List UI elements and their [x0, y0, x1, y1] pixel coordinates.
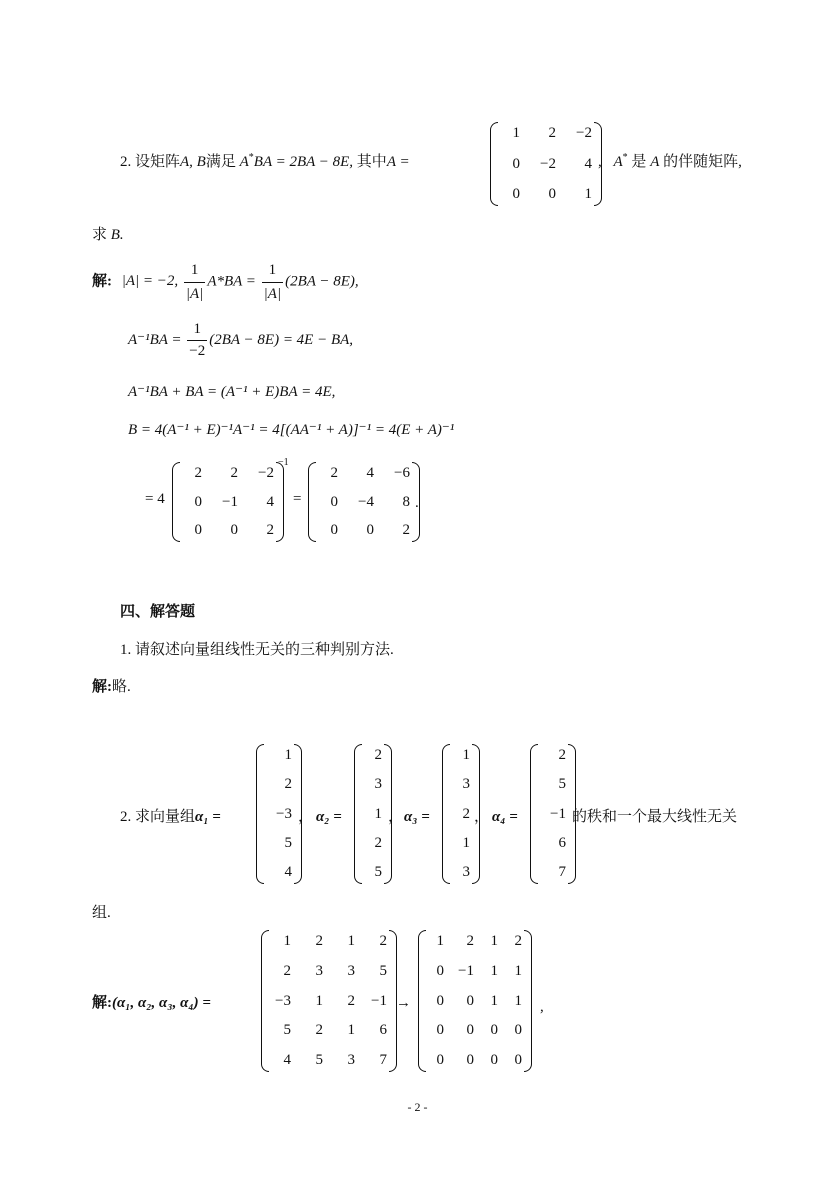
matrix-R-cell: 1: [514, 962, 522, 979]
matrix-R-cell: 0: [466, 992, 474, 1009]
problem-4-2-intro: [120, 810, 221, 825]
matrix-A-cell: 1: [512, 125, 520, 141]
question-1: 1. 请叙述向量组线性无关的三种判别方法.: [120, 642, 394, 658]
matrix-L-cell: 3: [347, 1052, 355, 1068]
matrix-1-cell: 0: [194, 522, 202, 538]
matrix-L-cell: 6: [379, 1022, 387, 1039]
vector-3-cell: 1: [462, 747, 470, 763]
solution-label: 解:: [92, 273, 112, 290]
matrix-L-cell: 2: [347, 992, 355, 1009]
vector-sep: ，: [298, 809, 314, 825]
alpha-1: α₁ =: [195, 809, 221, 825]
expr: (2BA − 8E) = 4E − BA,: [209, 331, 354, 348]
vector-1-cell: −3: [276, 805, 292, 822]
matrix-1-cell: 2: [266, 522, 274, 538]
matrix-L-cell: 1: [347, 1022, 355, 1039]
matrix-R-cell: 1: [436, 933, 444, 949]
vector-sep: ，: [474, 809, 490, 825]
matrix-R-cell: 0: [436, 1022, 444, 1039]
matrix-R-cell: 0: [514, 1052, 522, 1068]
problem-number: 2.: [120, 809, 132, 825]
answer-text: 略.: [112, 679, 131, 695]
matrix-L-cell: −3: [275, 992, 291, 1009]
comma: ,: [540, 999, 544, 1015]
matrix-A-cell: 0: [548, 186, 556, 202]
matrix-echelon: [418, 930, 532, 1072]
problem-text: 设矩阵: [135, 154, 181, 170]
matrix-R-cell: 0: [436, 992, 444, 1009]
solution-label: 解:: [92, 679, 112, 695]
vector-3-cell: 3: [462, 776, 470, 793]
matrix-2-cell: 8: [402, 493, 410, 510]
vector-2-cell: 2: [374, 834, 382, 851]
fraction: $\frac{1}{-2}$: [189, 321, 206, 359]
equation: BA = 2BA − 8E,: [253, 154, 354, 170]
matrix-A: [490, 122, 602, 206]
A-equals: A =: [386, 154, 410, 170]
matrix-E-plus-A: [172, 462, 284, 542]
matrix-B-result: [308, 462, 420, 542]
vector-2-cell: 2: [374, 747, 382, 763]
matrix-R-cell: 2: [514, 933, 522, 949]
alpha-2: α₂ =: [316, 809, 342, 825]
matrix-1-cell: 2: [230, 465, 238, 481]
matrix-coefficients: [261, 930, 397, 1072]
expr: A⁻¹BA =: [128, 331, 182, 348]
matrix-L-cell: 4: [283, 1052, 291, 1068]
solution-4-2-lhs: [92, 996, 211, 1011]
matrix-2-cell: 0: [330, 522, 338, 538]
problem-number: 2.: [120, 154, 132, 170]
matrix-L-cell: 3: [315, 962, 323, 979]
problem-text: 其中: [356, 154, 387, 170]
solution-line-1: [92, 262, 359, 302]
matrix-1-cell: 0: [230, 522, 238, 538]
period: .: [415, 495, 419, 511]
matrix-A-cell: −2: [576, 125, 592, 141]
expr: (2BA − 8E),: [285, 273, 359, 290]
vector-4-cell: 2: [558, 747, 566, 763]
matrix-L-cell: 2: [315, 1022, 323, 1039]
var-A: A: [239, 154, 249, 170]
problem-tail-2: 组.: [92, 905, 111, 921]
matrix-L-cell: 5: [315, 1052, 323, 1068]
vector-sep: ，: [388, 809, 404, 825]
matrix-L-cell: −1: [371, 992, 387, 1009]
problem-text: 是: [631, 154, 647, 170]
vector-2-cell: 1: [374, 805, 382, 822]
vector-4-cell: 5: [558, 776, 566, 793]
det-A: |A| = −2,: [121, 273, 179, 290]
vector-4-cell: 6: [558, 834, 566, 851]
problem-tail: 的秩和一个最大线性无关: [572, 809, 738, 825]
matrix-2-cell: 4: [366, 465, 374, 481]
matrix-R-cell: 0: [466, 1052, 474, 1068]
matrix-1-cell: −2: [258, 465, 274, 481]
matrix-R-cell: 1: [490, 992, 498, 1009]
matrix-L-cell: 2: [315, 933, 323, 949]
comma: ,: [598, 154, 602, 170]
vector-3-cell: 1: [462, 834, 470, 851]
matrix-A-cell: 2: [548, 125, 556, 141]
matrix-2-cell: 2: [402, 522, 410, 538]
matrix-A-cell: 0: [512, 186, 520, 202]
matrix-L-cell: 2: [379, 933, 387, 949]
matrix-R-cell: 0: [490, 1052, 498, 1068]
alpha-3: α₃ =: [404, 809, 430, 825]
page-number: - 2 -: [407, 1100, 428, 1114]
matrix-2-cell: 2: [330, 465, 338, 481]
matrix-L-cell: 1: [347, 933, 355, 949]
fraction: $\frac{1}{|A|}$: [185, 262, 204, 302]
matrix-A-cell: 0: [512, 155, 520, 172]
matrix-L-cell: 7: [379, 1052, 387, 1068]
vars: A, B: [180, 154, 206, 170]
matrix-1-cell: −1: [222, 493, 238, 510]
matrix-R-cell: −1: [458, 962, 474, 979]
fraction: $\frac{1}{|A|}$: [263, 262, 282, 302]
answer-1: [92, 680, 131, 695]
matrix-2-cell: 0: [366, 522, 374, 538]
matrix-R-cell: 1: [490, 933, 498, 949]
matrix-L-cell: 5: [283, 1022, 291, 1039]
matrix-R-cell: 2: [466, 933, 474, 949]
vector-2-cell: 5: [374, 864, 382, 880]
vector-1-cell: 1: [284, 747, 292, 763]
matrix-1-cell: 0: [194, 493, 202, 510]
solution-line-2: [128, 322, 353, 359]
matrix-L-cell: 5: [379, 962, 387, 979]
matrix-2-cell: 0: [330, 493, 338, 510]
arrow: →: [396, 995, 411, 1011]
inverse-exponent: −1: [278, 457, 289, 468]
vector-4-cell: 7: [558, 864, 566, 880]
var-A: A: [613, 154, 623, 170]
vector-4-cell: −1: [550, 805, 566, 822]
matrix-A-cell: −2: [540, 155, 556, 172]
solution-line-5-prefix: = 4: [145, 491, 165, 507]
matrix-L-cell: 3: [347, 962, 355, 979]
solution-label: 解:: [92, 995, 112, 1011]
matrix-R-cell: 0: [436, 1052, 444, 1068]
solution-line-4: B = 4(A⁻¹ + E)⁻¹A⁻¹ = 4[(AA⁻¹ + A)]⁻¹ = 4(E + A)⁻¹: [128, 422, 455, 438]
matrix-2-cell: −4: [358, 493, 374, 510]
vector-3-cell: 3: [462, 864, 470, 880]
problem-text: 满足: [205, 154, 236, 170]
vector-3-cell: 2: [462, 805, 470, 822]
problem-text: 的伴随矩阵,: [663, 154, 742, 170]
vector-alpha-1: [256, 744, 302, 884]
matrix-R-cell: 0: [466, 1022, 474, 1039]
matrix-A-cell: 1: [584, 186, 592, 202]
problem-2-statement: [120, 152, 410, 170]
vector-alpha-2: [354, 744, 392, 884]
var-B: B.: [110, 227, 124, 243]
section-title: 四、解答题: [120, 604, 196, 620]
matrix-R-cell: 0: [490, 1022, 498, 1039]
matrix-R-cell: 1: [514, 992, 522, 1009]
vector-group: (α₁, α₂, α₃, α₄) =: [112, 995, 211, 1011]
vector-2-cell: 3: [374, 776, 382, 793]
adjoint-note: [598, 152, 742, 170]
matrix-R-cell: 1: [490, 962, 498, 979]
vector-1-cell: 4: [284, 864, 292, 880]
vector-1-cell: 2: [284, 776, 292, 793]
star: *: [248, 152, 254, 163]
matrix-A-cell: 4: [584, 155, 592, 172]
matrix-L-cell: 1: [315, 992, 323, 1009]
matrix-R-cell: 0: [514, 1022, 522, 1039]
problem-text: 求: [92, 227, 108, 243]
matrix-R-cell: 0: [436, 962, 444, 979]
alpha-4: α₄ =: [492, 809, 518, 825]
var-A: A: [650, 154, 660, 170]
ask-B: [92, 228, 124, 243]
matrix-1-cell: 2: [194, 465, 202, 481]
matrix-2-cell: −6: [394, 465, 410, 481]
problem-text: 求向量组: [135, 809, 196, 825]
vector-alpha-4: [530, 744, 576, 884]
star: *: [622, 152, 628, 163]
matrix-1-cell: 4: [266, 493, 274, 510]
matrix-L-cell: 2: [283, 962, 291, 979]
equals: =: [293, 491, 302, 507]
matrix-L-cell: 1: [283, 933, 291, 949]
solution-line-3: A⁻¹BA + BA = (A⁻¹ + E)BA = 4E,: [128, 384, 336, 400]
expr: A*BA =: [207, 273, 256, 290]
vector-1-cell: 5: [284, 834, 292, 851]
